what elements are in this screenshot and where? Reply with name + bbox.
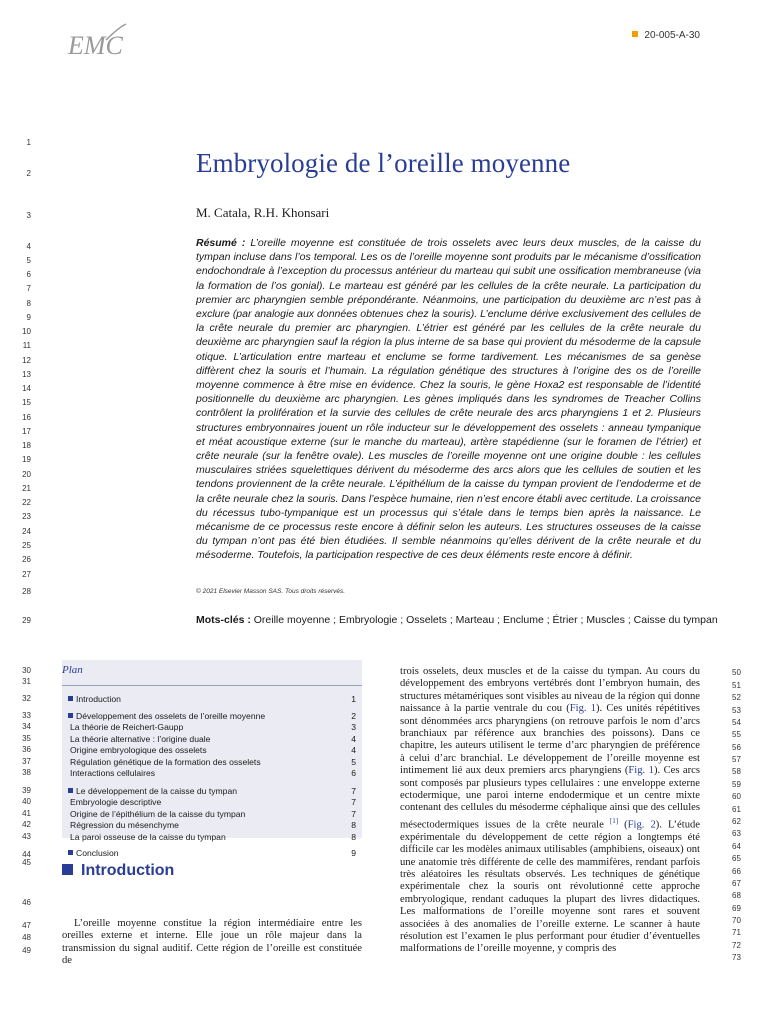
copyright: © 2021 Elsevier Masson SAS. Tous droits réservés. [196,588,346,595]
plan-title: Plan [62,664,83,676]
document-reference [632,30,700,41]
reference-text: 20-005-A-30 [644,30,700,41]
body-text-left: L’oreille moyenne constitue la région intermédiaire entre les oreilles externe et interne. Elle joue un rôle majeur dans la transmission du signal auditif. Cette région de l’oreille est constituée de [62,918,362,967]
figure-link-1b[interactable]: Fig. 1 [628,765,654,777]
abstract-text: L’oreille moyenne est constituée de trois osselets avec leurs deux muscles, de la caisse du tympan incluse dans l’os temporal. Les os de l’oreille moyenne sont produits par le mécanisme d’ossification endochondrale à l’exception du processus antérieur du marteau qui subit une ossification membraneuse (via la formation de l’os gonial). Le marteau est généré par les cellules de la crête neurale. La participation du premier arc pharyngien semble prépondérante. Néanmoins, une participation du deuxième arc n’est pas à exclure (par analogie aux données obtenues chez la souris). L’enclume dérive exclusivement des cellules de la crête neurale du premier arc pharyngien. L’étrier est généré par les cellules de la crête neurale du deuxième arc pharyngien sauf la région la plus interne de sa base qui provient du mésoderme de la capsule otique. L’articulation entre marteau et enclume se forme tardivement. Les mécanismes de sa genèse diffèrent chez la souris et l’humain. La régulation génétique des structures à l’origine des os de l’oreille moyenne commence à être mise en évidence. Chez la souris, le gène Hoxa2 est responsable de l’identité positionnelle du deuxième arc pharyngien. Les gènes impliqués dans les syndromes de Treacher Collins contrôlent la prolifération et la survie des cellules de crête neurale des arcs pharyngiens 1 et 2. Plusieurs structures embryonnaires jouent un rôle inducteur sur le développement des osselets : anneau tympanique et méat acoustique externe (sur le manche du marteau), artère stapédienne (sur le foramen de l’étrier) et crête neurale (sur la fenêtre ovale). Les muscles de l’oreille moyenne ont une origine double : les cellules musculaires striées squelettiques dérivent du mésoderme des arcs alors que les cellules de soutien et les tendons proviennent de la crête neurale. L’épithélium de la caisse du tympan provient de l’endoderme et de la crête neurale chez la souris. Dans l’espèce humaine, rien n’est encore établi avec certitude. La croissance du récessus tubo-tympanique est un processus qui s’étale dans le temps bien après la naissance. Le mécanisme de ce processus reste encore à définir selon les auteurs. Les structures osseuses de la caisse du tympan n’ont pas été bien étudiées. Il semble néanmoins qu’elles dérivent de la crête neurale et du mésoderme. Toutefois, la participation respective de ces deux éléments reste encore à définir. [196,237,702,562]
keywords [196,614,718,626]
reference-marker [632,31,638,37]
emc-logo [66,20,128,64]
body-text-right: trois osselets, deux muscles et de la caisse du tympan. Au cours du développement des embryons vertébrés dont l’embryon humain, des structures métamériques sont visibles au niveau de la région qui donne naissance à la partie ventrale du cou (Fig. 1). Ces unités répétitives sont dénommées arcs pharyngiens (on retrouve parfois le nom d’arcs branchiaux par référence aux branchies des poissons). Dans ce chapitre, les auteurs utilisent le terme d’arc pharyngien de préférence à celui d’arc branchial. Le développement de l’oreille moyenne est intimement lié aux deux premiers arcs pharyngiens (Fig. 1). Ces arcs sont composés par plusieurs types cellulaires : une enveloppe externe ectodermique, une paroi interne endodermique et un centre mixte contenant des cellules du mésoderme céphalique ainsi que des cellules mésectodermiques issues de la crête neurale [1] (Fig. 2). L’étude expérimentale du développement de cette région a longtemps été difficile car les modèles animaux utilisables (amphibiens, oiseaux) ont une anatomie très différente de celle des mammifères, rendant parfois très aléatoires les résultats observés. Les techniques de génétique expérimentale chez la souris ont révolutionné cette approche embryologique, rendant caduques la plupart des livres didactiques. Les malformations de l’oreille moyenne sont rares et souvent associées à des anomalies de l’oreille externe. Le scanner à haute résolution est l’examen le plus performant pour étudier d’éventuelles malformations de l’oreille moyenne, y compris des [400,666,700,955]
bullet-icon [68,850,73,855]
bullet-icon [68,713,73,718]
bullet-icon [68,696,73,701]
figure-link-2[interactable]: Fig. 2 [627,819,656,831]
plan-divider [62,685,362,686]
abstract-label: Résumé : [196,237,246,249]
abstract [196,236,701,563]
figure-link-1[interactable]: Fig. 1 [569,703,596,715]
bullet-icon [68,788,73,793]
keywords-label: Mots-clés : [196,614,251,626]
article-title: Embryologie de l’oreille moyenne [196,148,571,178]
keywords-text: Oreille moyenne ; Embryologie ; Osselets ; Marteau ; Enclume ; Étrier ; Muscles ; Caisse du tympan [253,614,718,626]
logo-text: EMC [68,31,123,60]
section-marker [62,864,73,875]
section-heading-introduction: Introduction [62,862,174,880]
authors: M. Catala, R.H. Khonsari [196,205,330,220]
reference-link-1[interactable]: [1] [609,816,619,825]
